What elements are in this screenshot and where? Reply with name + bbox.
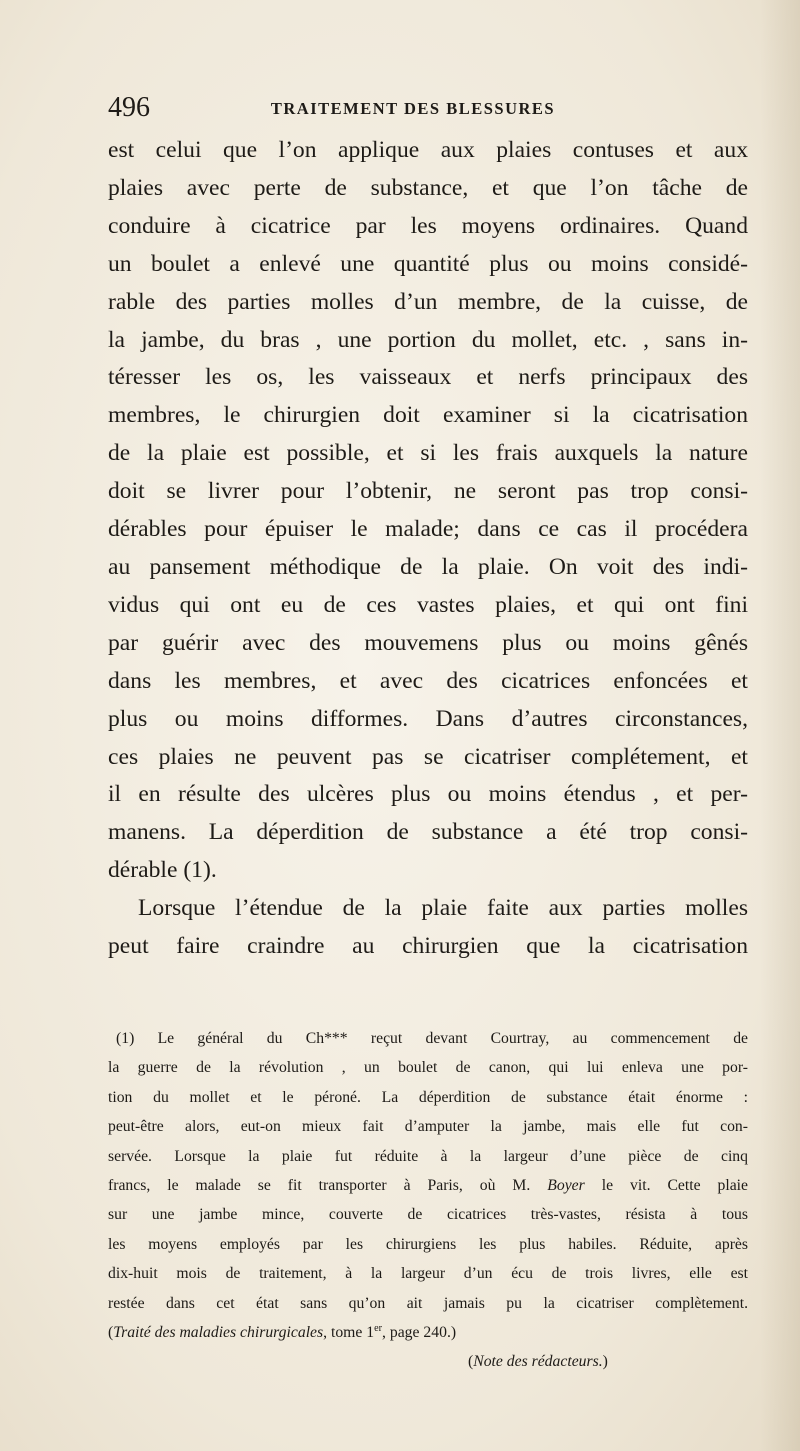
footnote-line: peut-être alors, eut-on mieux fait d’amputer la jambe, mais elle fut con- bbox=[108, 1118, 748, 1136]
footnote-line: servée. Lorsque la plaie fut réduite à la largeur d’une pièce de cinq bbox=[108, 1147, 748, 1165]
footnote-line: tion du mollet et le péroné. La déperdition de substance était énorme : bbox=[108, 1088, 748, 1106]
text-line: rable des parties molles d’un membre, de la cuisse, de bbox=[108, 288, 748, 315]
paragraph-end-line: dérable (1). bbox=[108, 857, 217, 884]
footnote-line: sur une jambe mince, couverte de cicatrices très-vastes, résista à tous bbox=[108, 1206, 748, 1224]
attribution-paren: ) bbox=[602, 1353, 608, 1371]
footnote-text: francs, le malade se fit transporter à Paris, où M. bbox=[108, 1177, 531, 1195]
footnote-line: dix-huit mois de traitement, à la largeur d’un écu de trois livres, elle est bbox=[108, 1265, 748, 1283]
text-line: de la plaie est possible, et si les frais auxquels la nature bbox=[108, 440, 748, 467]
text-line: plaies avec perte de substance, et que l’on tâche de bbox=[108, 174, 748, 201]
text-line: vidus qui ont eu de ces vastes plaies, et qui ont fini bbox=[108, 591, 748, 618]
running-title: TRAITEMENT DES BLESSURES bbox=[270, 99, 556, 118]
text-line: membres, le chirurgien doit examiner si la cicatrisation bbox=[108, 402, 748, 429]
footnote-line: restée dans cet état sans qu’on ait jamais pu la cicatriser complètement. bbox=[108, 1294, 748, 1312]
citation-title: Traité des maladies chirurgicales bbox=[113, 1324, 324, 1342]
footnote bbox=[108, 1024, 748, 1377]
main-text bbox=[108, 132, 748, 966]
text-line: plus ou moins difformes. Dans d’autres circonstances, bbox=[108, 705, 748, 732]
text-line: ces plaies ne peuvent pas se cicatriser complétement, et bbox=[108, 743, 748, 770]
attribution-paren: ( bbox=[468, 1353, 474, 1371]
text-line: peut faire craindre au chirurgien que la cicatrisation bbox=[108, 933, 748, 960]
footnote-name-boyer: Boyer bbox=[547, 1177, 585, 1195]
text-line: conduire à cicatrice par les moyens ordinaires. Quand bbox=[108, 212, 748, 239]
footnote-citation bbox=[108, 1318, 748, 1347]
citation-paren: ( bbox=[108, 1324, 114, 1342]
footnote-line: la guerre de la révolution , un boulet de canon, qui lui enleva une por- bbox=[108, 1059, 748, 1077]
text-line: au pansement méthodique de la plaie. On voit des indi- bbox=[108, 553, 748, 580]
text-line: dans les membres, et avec des cicatrices enfoncées et bbox=[108, 667, 748, 694]
page-number: 496 bbox=[108, 92, 150, 123]
attribution-text: Note des rédacteurs. bbox=[473, 1353, 603, 1371]
text-line: téresser les os, les vaisseaux et nerfs principaux des bbox=[108, 364, 748, 391]
paragraph-start-line: Lorsque l’étendue de la plaie faite aux parties molles bbox=[138, 895, 748, 922]
footnote-line: les moyens employés par les chirurgiens les plus habiles. Réduite, après bbox=[108, 1235, 748, 1253]
text-line: dérables pour épuiser le malade; dans ce cas il procédera bbox=[108, 516, 748, 543]
citation-page: , page 240.) bbox=[382, 1324, 457, 1342]
text-line: doit se livrer pour l’obtenir, ne seront pas trop consi- bbox=[108, 478, 748, 505]
footnote-line bbox=[108, 1171, 748, 1200]
text-line: la jambe, du bras , une portion du mollet, etc. , sans in- bbox=[108, 326, 748, 353]
page-header bbox=[108, 88, 718, 128]
text-line: par guérir avec des mouvemens plus ou moins gênés bbox=[108, 629, 748, 656]
text-line: manens. La déperdition de substance a été trop consi- bbox=[108, 819, 748, 846]
text-line: il en résulte des ulcères plus ou moins étendus , et per- bbox=[108, 781, 748, 808]
footnote-line: (1) Le général du Ch*** reçut devant Courtray, au commencement de bbox=[116, 1030, 748, 1047]
text-line: un boulet a enlevé une quantité plus ou moins considé- bbox=[108, 250, 748, 277]
citation-volume: , tome 1 bbox=[323, 1324, 375, 1342]
page-edge-shadow bbox=[760, 0, 800, 1451]
text-line: est celui que l’on applique aux plaies contuses et aux bbox=[108, 137, 748, 163]
citation-superscript: er bbox=[374, 1322, 383, 1334]
footnote-attribution bbox=[108, 1347, 748, 1376]
footnote-text: le vit. Cette plaie bbox=[601, 1177, 749, 1195]
